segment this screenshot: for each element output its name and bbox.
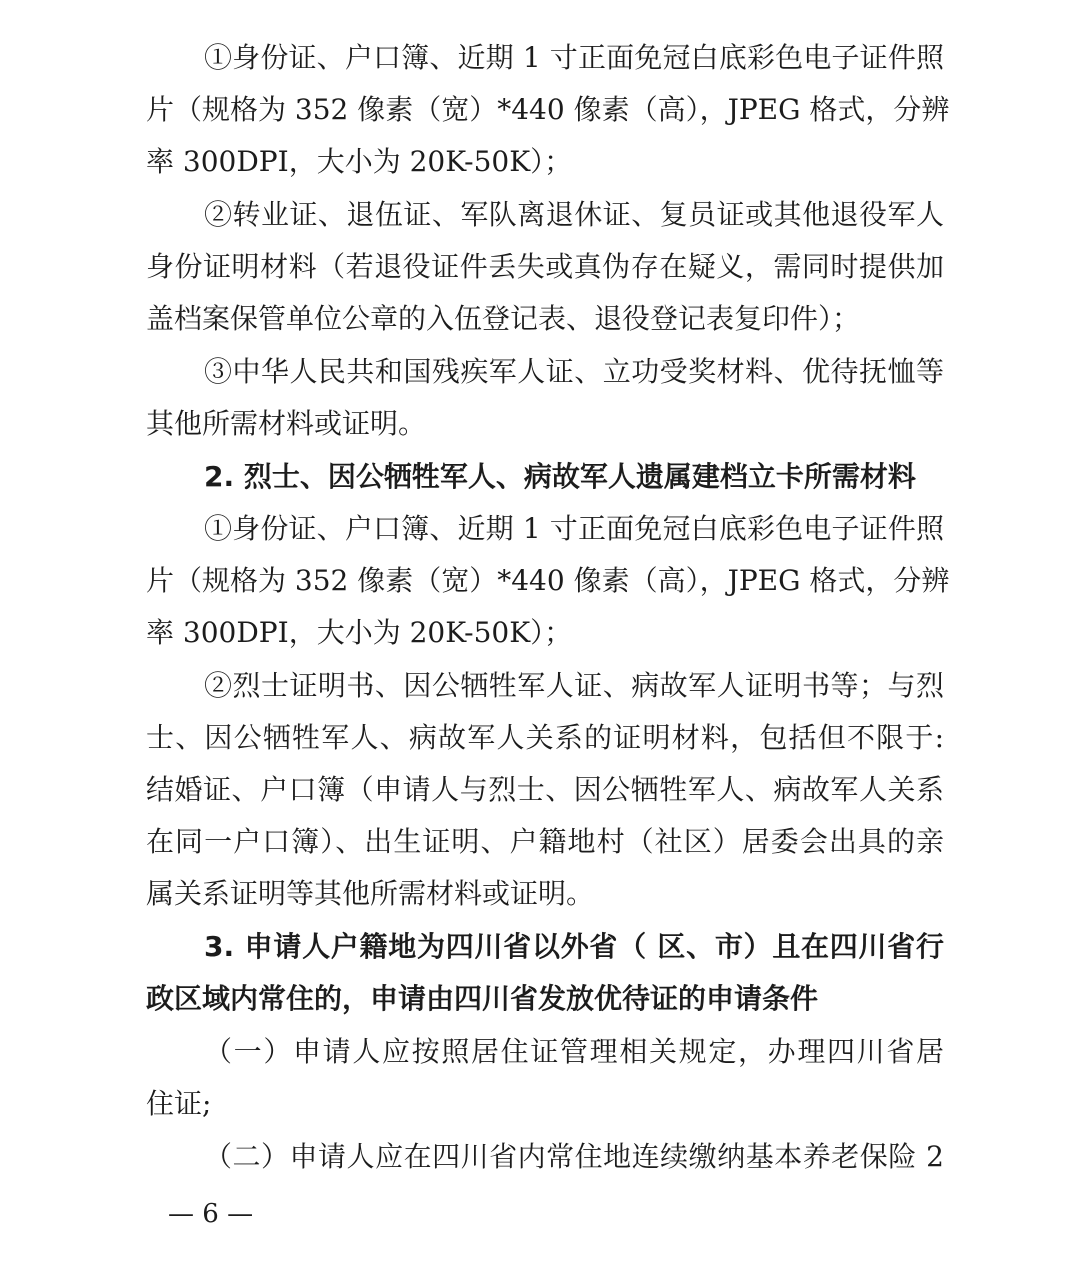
section-heading: 政区域内常住的，申请由四川省发放优待证的申请条件 — [146, 982, 819, 1015]
text-line: 片（规格为 352 像素（宽）*440 像素（高），JPEG 格式，分辨 — [146, 564, 950, 597]
text-line: 片（规格为 352 像素（宽）*440 像素（高），JPEG 格式，分辨 — [146, 93, 950, 126]
text-line: ③中华人民共和国残疾军人证、立功受奖材料、优待抚恤等 — [204, 355, 944, 388]
text-line: ②转业证、退伍证、军队离退休证、复员证或其他退役军人 — [204, 198, 944, 231]
text-line: ①身份证、户口簿、近期 1 寸正面免冠白底彩色电子证件照 — [204, 512, 944, 545]
text-line: 住证; — [146, 1087, 212, 1120]
text-line: 身份证明材料（若退役证件丢失或真伪存在疑义，需同时提供加 — [146, 250, 944, 283]
text-line: 结婚证、户口簿（申请人与烈士、因公牺牲军人、病故军人关系 — [146, 773, 944, 806]
text-line: （二）申请人应在四川省内常住地连续缴纳基本养老保险 2 — [204, 1140, 944, 1173]
section-heading: 3. 申请人户籍地为四川省以外省（ 区、市）且在四川省行 — [204, 930, 944, 963]
page-number: — 6 — — [168, 1199, 254, 1229]
text-line: 率 300DPI，大小为 20K-50K）； — [146, 145, 573, 178]
text-line: （一）申请人应按照居住证管理相关规定，办理四川省居 — [204, 1035, 944, 1068]
text-line: 其他所需材料或证明。 — [146, 407, 427, 440]
section-heading: 2. 烈士、因公牺牲军人、病故军人遗属建档立卡所需材料 — [204, 460, 916, 493]
text-line: ①身份证、户口簿、近期 1 寸正面免冠白底彩色电子证件照 — [204, 41, 944, 74]
text-line: 属关系证明等其他所需材料或证明。 — [146, 877, 595, 910]
text-line: 率 300DPI，大小为 20K-50K）； — [146, 616, 573, 649]
text-line: 在同一户口簿）、出生证明、户籍地村（社区）居委会出具的亲 — [146, 825, 944, 858]
text-line: 盖档案保管单位公章的入伍登记表、退役登记表复印件）； — [146, 302, 861, 335]
text-line: ②烈士证明书、因公牺牲军人证、病故军人证明书等；与烈 — [204, 669, 944, 702]
text-line: 士、因公牺牲军人、病故军人关系的证明材料，包括但不限于: — [146, 721, 944, 754]
